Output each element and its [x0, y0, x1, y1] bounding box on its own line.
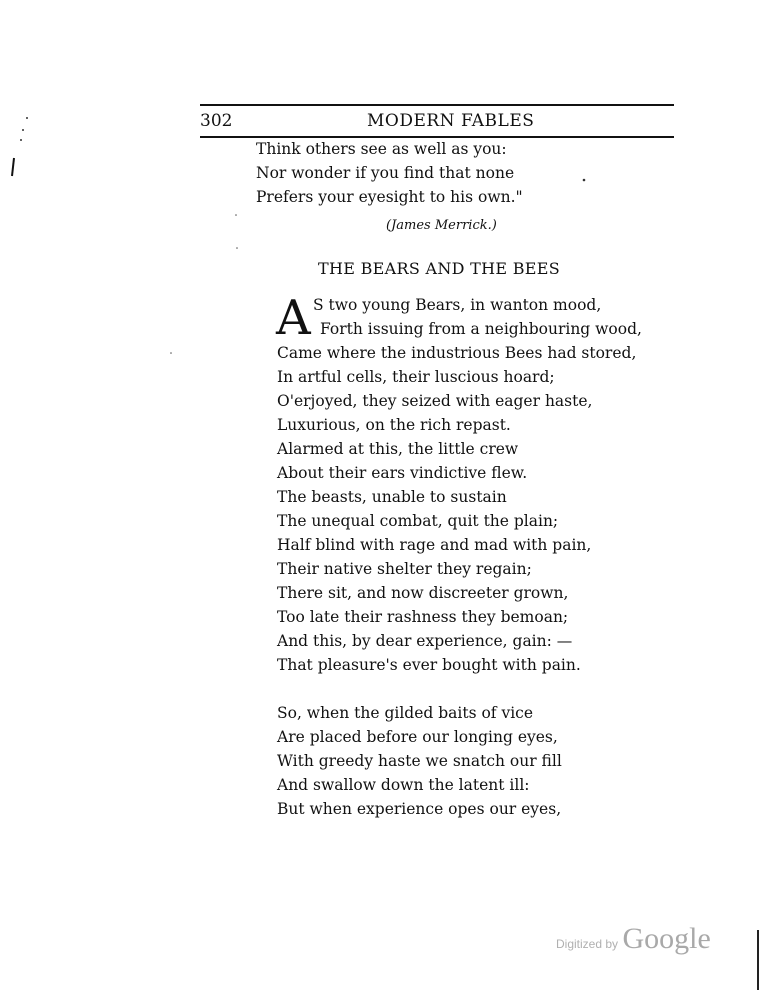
- verse-line: Alarmed at this, the little crew: [277, 440, 519, 458]
- verse-line: O'erjoyed, they seized with eager haste,: [277, 392, 593, 410]
- verse-line: In artful cells, their luscious hoard;: [277, 368, 555, 386]
- google-logo: Google: [622, 922, 711, 955]
- verse-line: With greedy haste we snatch our fill: [277, 752, 562, 770]
- verse-line: And swallow down the latent ill:: [277, 776, 530, 794]
- verse-line: Luxurious, on the rich repast.: [277, 416, 511, 434]
- poem-title: THE BEARS AND THE BEES: [318, 259, 561, 278]
- verse-line: Think others see as well as you:: [256, 140, 507, 158]
- page-number: 302: [200, 111, 233, 131]
- verse-line: And this, by dear experience, gain: —: [277, 632, 573, 650]
- verse-line: Nor wonder if you find that none: [256, 164, 515, 182]
- verse-line: Came where the industrious Bees had stored,: [277, 344, 637, 362]
- verse-line: S two young Bears, in wanton mood,: [313, 296, 602, 314]
- verse-line: About their ears vindictive flew.: [277, 464, 528, 482]
- verse-line: The unequal combat, quit the plain;: [277, 512, 559, 530]
- verse-line: Are placed before our longing eyes,: [277, 728, 558, 746]
- verse-line: That pleasure's ever bought with pain.: [277, 656, 581, 674]
- verse-line: Their native shelter they regain;: [277, 560, 532, 578]
- running-title: MODERN FABLES: [367, 111, 535, 131]
- verse-line: But when experience opes our eyes,: [277, 800, 562, 818]
- verse-line: Too late their rashness they bemoan;: [277, 608, 569, 626]
- watermark-prefix: Digitized by: [556, 937, 619, 951]
- verse-line: Prefers your eyesight to his own.": [256, 188, 523, 206]
- running-header: [200, 104, 674, 138]
- verse-line: There sit, and now discreeter grown,: [277, 584, 569, 602]
- verse-line: So, when the gilded baits of vice: [277, 704, 534, 722]
- scan-edge-mark: [757, 930, 759, 990]
- google-watermark: [556, 922, 711, 956]
- verse-line: The beasts, unable to sustain: [277, 488, 507, 506]
- attribution: (James Merrick.): [386, 218, 497, 233]
- verse-line: Forth issuing from a neighbouring wood,: [320, 320, 642, 338]
- verse-line: Half blind with rage and mad with pain,: [277, 536, 592, 554]
- drop-cap: A: [276, 290, 311, 346]
